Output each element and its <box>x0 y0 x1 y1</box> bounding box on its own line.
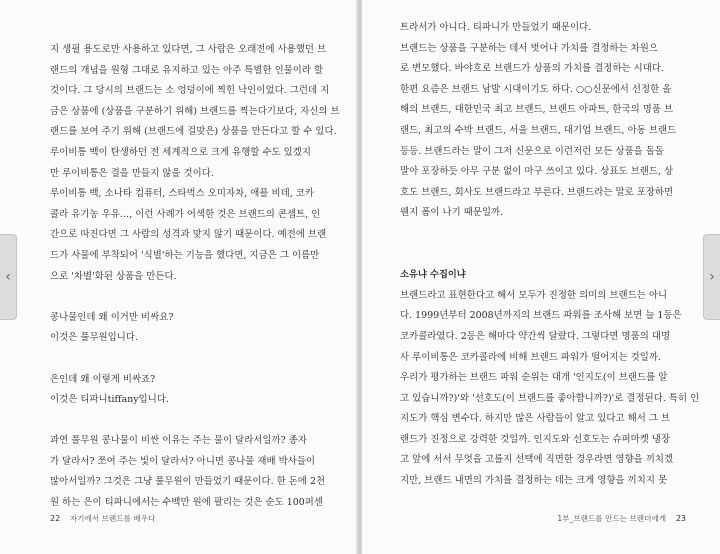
page-number: 22 <box>50 514 61 523</box>
text-line: 브랜드라고 표현한다고 해서 모두가 진정한 의미의 브랜드는 아니 <box>400 289 668 301</box>
right-page-body <box>400 18 699 492</box>
text-line: 랜드를 보여 주기 위해 (브랜드에 걸맞은) 상품을 만든다고 할 수 있다. <box>50 126 337 138</box>
dialog-line: 이것은 풀무원입니다. <box>50 332 139 344</box>
text-line: 간으로 따진다면 그 사람의 성격과 맞지 않기 때문이다. 예전에 브랜 <box>50 229 327 241</box>
left-page-footer <box>50 513 155 524</box>
next-page-button[interactable] <box>703 234 720 320</box>
text-line: 해의 브랜드, 대한민국 최고 브랜드, 브랜드 아파트, 한국의 명품 브 <box>400 104 674 116</box>
running-title: 자기에서 브랜드를 배우다 <box>69 514 156 523</box>
text-line: 드가 사물에 부착되어 '식별'하는 기능을 했다면, 지금은 그 이름만 <box>50 249 320 261</box>
text-line: 고 있습니까?)'와 '선호도(이 브랜드를 좋아합니까?)'로 결정된다. 특히 인 <box>400 392 700 404</box>
section-heading: 소유냐 수집이냐 <box>400 269 466 281</box>
text-line: 코카콜라였다. 2등은 해마다 약간씩 달랐다. 그렇다면 명품의 대명 <box>400 330 671 342</box>
chevron-right-icon: › <box>709 269 715 285</box>
paragraph-gap <box>400 224 699 245</box>
text-line: 랜드, 최고의 수박 브랜드, 서울 브랜드, 대기업 브랜드, 아동 브랜드 <box>400 124 677 136</box>
right-page-footer <box>557 513 686 524</box>
text-line: 로 변모했다. 바야흐로 브랜드가 상품의 가치를 결정하는 시대다. <box>400 63 665 75</box>
dialog-line: 은인데 왜 이렇게 비싸죠? <box>50 373 156 385</box>
left-page-body <box>50 40 340 514</box>
text-line: 지도가 핵심 변수다. 하지만 많은 사람들이 알고 있다고 해서 그 브 <box>400 413 671 425</box>
paragraph-gap <box>50 287 340 308</box>
text-line: 콜라 유기농 우유…, 이런 사례가 어색한 것은 브랜드의 콘셉트, 인 <box>50 208 321 220</box>
text-line: 금은 상품에 (상품을 구분하기 위해) 브랜드를 찍는다기보다, 자신의 브 <box>50 105 340 117</box>
text-line: 웬지 폼이 나기 때문일까. <box>400 207 504 219</box>
text-line: 만 루이비통은 결을 만들지 않을 것이다. <box>50 167 214 179</box>
text-line: 지만, 브랜드 내면의 가치를 결정하는 데는 크게 영향을 끼치지 못 <box>400 475 668 487</box>
text-line: 트라서가 아니다. 티파니가 만들었기 때문이다. <box>400 22 592 33</box>
text-line: 루이비통 백이 탄생하던 전 세계적으로 크게 유행할 수도 있겠지 <box>50 146 312 158</box>
left-page <box>0 0 358 554</box>
previous-page-button[interactable] <box>0 234 17 320</box>
text-line: 사 루이비통은 코카콜라에 비해 브랜드 파워가 떨어지는 것일까. <box>400 351 662 363</box>
text-line: 많아서일까? 그것은 그냥 풀무원이 만들었기 때문이다. 한 돈에 2천 <box>50 476 326 488</box>
text-line: 으로 '차별'화된 상품을 만든다. <box>50 270 177 282</box>
right-page <box>362 0 720 554</box>
text-line: 고 앞에 서서 무엇을 고를지 선택에 직면한 경우라면 영향을 끼치겠 <box>400 454 674 466</box>
text-line: 루이비통 백, 소나타 컴퓨터, 스타벅스 오미자차, 애플 비데, 코카 <box>50 188 315 200</box>
dialog-line: 이것은 티파니tiffany입니다. <box>50 394 169 406</box>
text-line: 과연 풀무원 콩나물이 비싼 이유는 주는 물이 달라서일까? 종자 <box>50 435 307 447</box>
running-title: 1부_브랜드를 만드는 브랜더에게 <box>557 514 667 523</box>
text-line: 것이다. 그 당시의 브랜드는 소 엉덩이에 찍힌 낙인이었다. 그런데 지 <box>50 85 330 97</box>
dialog-line: 콩나물인데 왜 이거만 비싸요? <box>50 311 174 323</box>
text-line: 한편 요즘은 브랜드 남발 시대이기도 하다. ○○신문에서 선정한 올 <box>400 83 672 95</box>
page-number: 23 <box>675 514 686 523</box>
text-line: 랜드가 진정으로 강력한 것일까. 인지도와 선호도는 슈퍼마켓 냉장 <box>400 433 671 445</box>
text-line: 가 달라서? 쪼여 주는 빛이 달라서? 아니면 콩나물 재배 박사들이 <box>50 455 316 467</box>
text-line: 원 하는 은이 티파니에서는 수백만 원에 팔리는 것은 순도 100퍼센 <box>50 497 323 509</box>
chevron-left-icon: ‹ <box>5 269 11 285</box>
text-line: 우리가 평가하는 브랜드 파워 순위는 대개 '인지도(이 브랜드를 알 <box>400 372 668 384</box>
text-line: 다. 1999년부터 2008년까지의 브랜드 파워를 조사해 보면 늘 1등은 <box>400 310 682 322</box>
text-line: 지 생필 용도로만 사용하고 있다면, 그 사람은 오래전에 사용했던 브 <box>50 44 327 55</box>
text-line: 등등. 브랜드라는 말이 그저 신문으로 이런저런 모든 상품을 돌돌 <box>400 145 665 157</box>
text-line: 말아 포장하듯 아무 구분 없이 마구 쓰이고 있다. 상표도 브랜드, 상 <box>400 166 674 178</box>
paragraph-gap <box>400 245 699 266</box>
paragraph-gap <box>50 411 340 432</box>
text-line: 랜드의 개념을 원형 그대로 유지하고 있는 아주 특별한 인물이라 할 <box>50 64 324 76</box>
text-line: 호도 브랜드, 회사도 브랜드라고 부른다. 브랜드라는 말로 포장하면 <box>400 186 674 198</box>
dialog-line <box>50 349 340 370</box>
text-line: 브랜드는 상품을 구분하는 데서 벗어나 가치를 결정하는 차원으 <box>400 42 658 54</box>
